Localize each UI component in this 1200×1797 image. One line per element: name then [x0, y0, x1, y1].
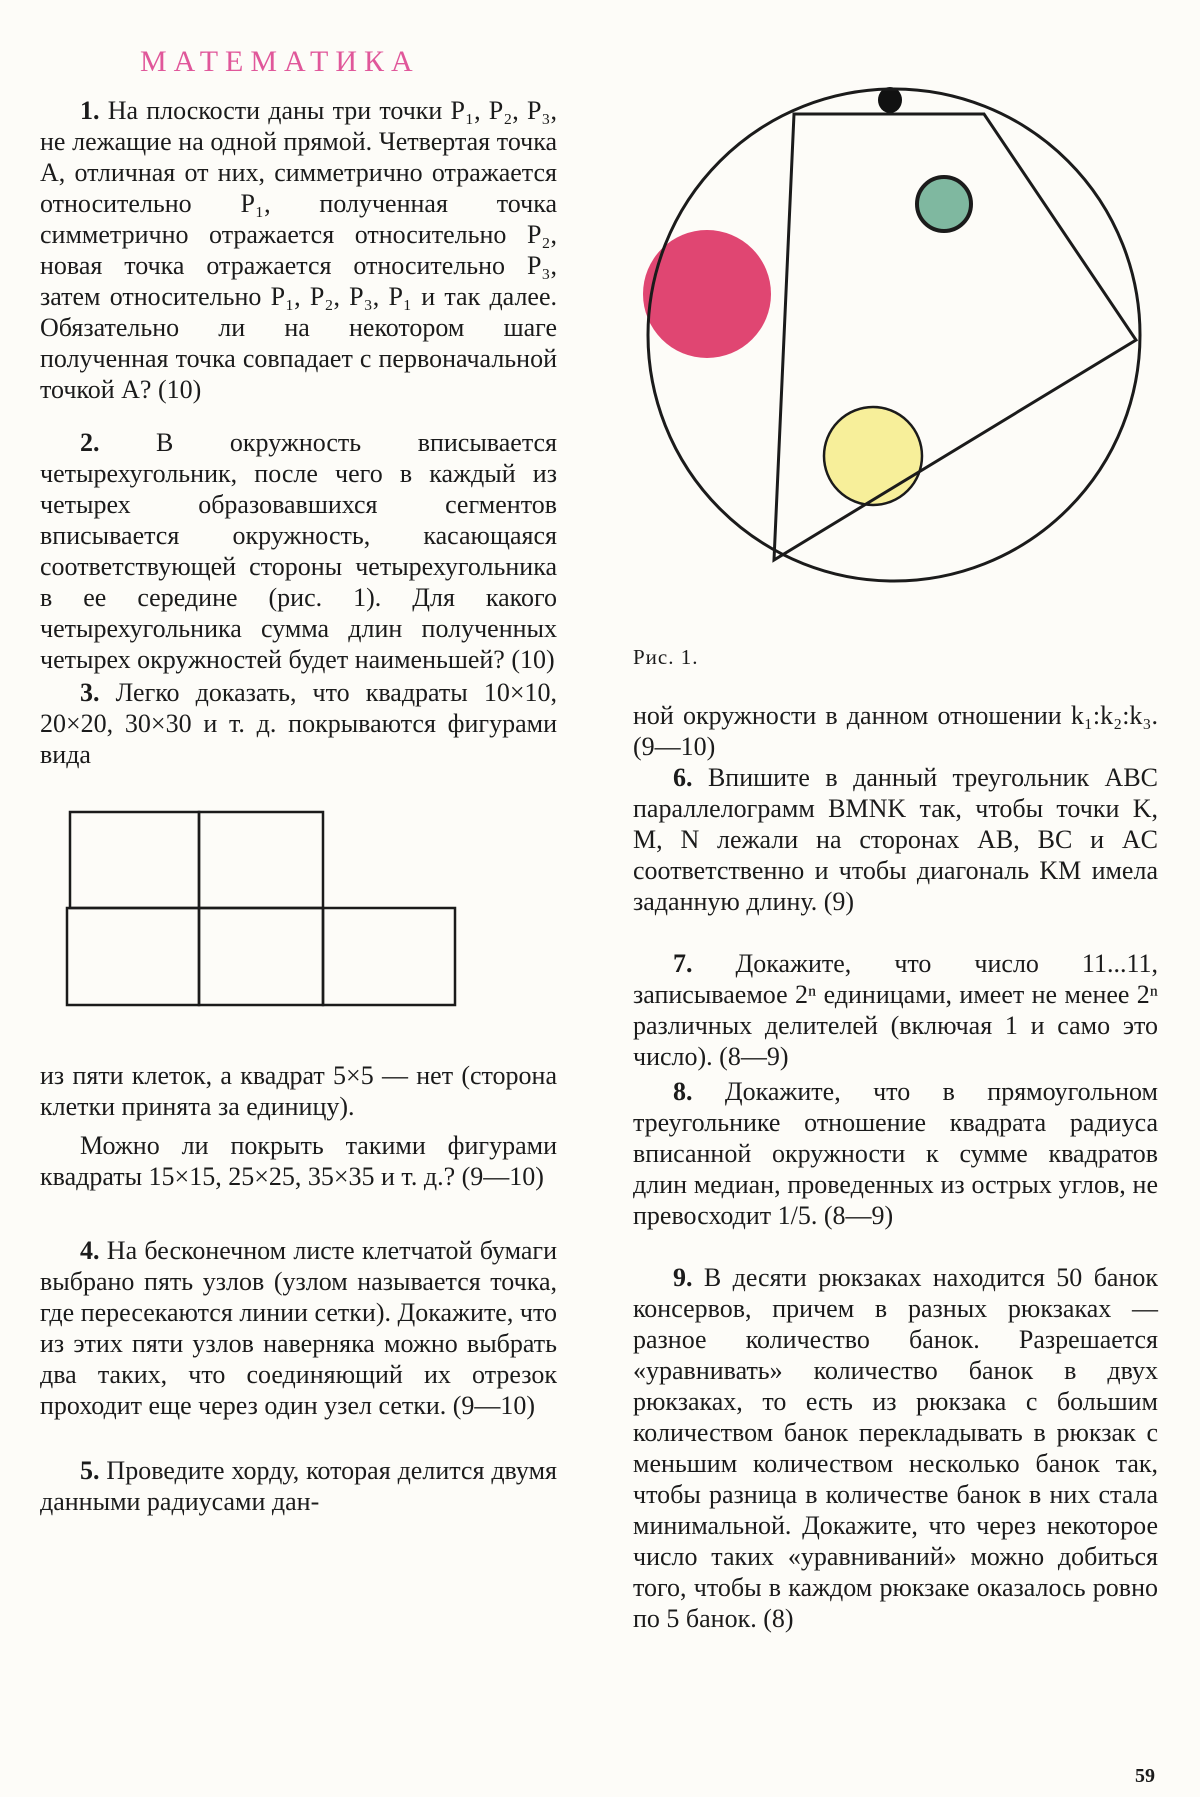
- figure-1: [632, 82, 1157, 587]
- problem-number: 5.: [80, 1456, 100, 1485]
- problem-text: Можно ли покрыть такими фигурами квадраты 15×15, 25×25, 35×35 и т. д.? (9—10): [40, 1131, 557, 1191]
- problem-5: [40, 1455, 557, 1525]
- pentomino-figure: [62, 806, 462, 1010]
- problem-1: [40, 95, 557, 413]
- cell: [70, 812, 199, 908]
- cell: [67, 908, 199, 1005]
- figure-caption: Рис. 1.: [633, 645, 699, 669]
- inscribed-circle-right: [917, 177, 971, 231]
- problem-2: [40, 427, 557, 683]
- problem-3-continued: [40, 1060, 557, 1200]
- problem-text: На бесконечном листе клетчатой бумаги выбрано пять узлов (узлом называется точка, где пересекаются линии сетки). Докажите, что из этих пяти узлов наверняка можно выбрать два таких, что соединяющий их отрезок проходит еще через один узел сетки. (9—10): [40, 1236, 557, 1420]
- inscribed-circle-bottom: [824, 407, 922, 505]
- problem-text: Докажите, что в прямоугольном треугольнике отношение квадрата радиуса вписанной окружности к сумме квадратов длин медиан, проведенных из острых углов, не превосходит 1/5. (8—9): [633, 1077, 1158, 1230]
- problem-number: 2.: [80, 428, 100, 457]
- problem-text: На плоскости даны три точки P₁, P₂, P₃, не лежащие на одной прямой. Четвертая точка A, отличная от них, симметрично отражается относительно P₁, полученная точка симметрично отражается относительно P₂, новая точка отражается относительно P₃, затем относительно P₁, P₂, P₃, P₁ и так далее. Обязательно ли на некотором шаге полученная точка совпадает с первоначальной точкой A? (10): [40, 96, 557, 404]
- problem-text: Впишите в данный треугольник ABC параллелограмм BMNK так, чтобы точки K, M, N лежали на сторонах AB, BC и AC соответственно и чтобы диагональ KM имела заданную длину. (9): [633, 763, 1159, 916]
- problem-text: Проведите хорду, которая делится двумя данными радиусами дан-: [40, 1456, 558, 1516]
- problem-text: В окружность вписывается четырехугольник, после чего в каждый из четырех образовавшихся сегментов вписывается окружность, касающаяся соответствующей стороны четырехугольника в ее середине (рис. 1). Для какого четырехугольника сумма длин полученных четырех окружностей будет наименьшей? (10): [40, 428, 557, 674]
- problem-text: Докажите, что число 11...11, записываемое 2ⁿ единицами, имеет не менее 2ⁿ различных делителей (включая 1 и само это число). (8—9): [633, 949, 1159, 1071]
- problem-text: В десяти рюкзаках находится 50 банок консервов, причем в разных рюкзаках — разное количество банок. Разрешается «уравнивать» количество банок в двух рюкзаках, то есть из рюкзака с большим количеством банок перекладывать в рюкзак с меньшим количеством несколько банок так, чтобы разница в количестве банок в них стала минимальной. Докажите, что через некоторое число таких «уравниваний» можно добиться того, чтобы в каждом рюкзаке оказалось ровно по 5 банок. (8): [633, 1263, 1159, 1633]
- problem-number: 6.: [673, 763, 693, 792]
- cell: [199, 908, 323, 1005]
- problem-number: 4.: [80, 1236, 100, 1265]
- problem-9: [633, 1262, 1158, 1642]
- problem-3: [40, 677, 557, 778]
- problem-text: ной окружности в данном отношении k₁:k₂:k₃. (9—10): [633, 701, 1158, 761]
- problem-6: [633, 762, 1158, 925]
- problem-4: [40, 1235, 557, 1429]
- problem-5-continued: [633, 700, 1158, 770]
- problem-8: [633, 1076, 1158, 1239]
- inscribed-circle-top: [878, 87, 902, 113]
- problem-number: 7.: [673, 949, 693, 978]
- problem-text: из пяти клеток, а квадрат 5×5 — нет (сторона клетки принята за единицу).: [40, 1061, 557, 1121]
- problem-number: 3.: [80, 678, 100, 707]
- problem-text: Легко доказать, что квадраты 10×10, 20×20, 30×30 и т. д. покрываются фигурами вида: [40, 678, 557, 769]
- problem-number: 9.: [673, 1263, 693, 1292]
- problem-number: 8.: [673, 1077, 693, 1106]
- cell: [323, 908, 455, 1005]
- page-number: 59: [1135, 1765, 1155, 1787]
- section-heading: МАТЕМАТИКА: [140, 45, 420, 78]
- problem-number: 1.: [80, 96, 100, 125]
- problem-7: [633, 948, 1158, 1080]
- cell: [199, 812, 323, 908]
